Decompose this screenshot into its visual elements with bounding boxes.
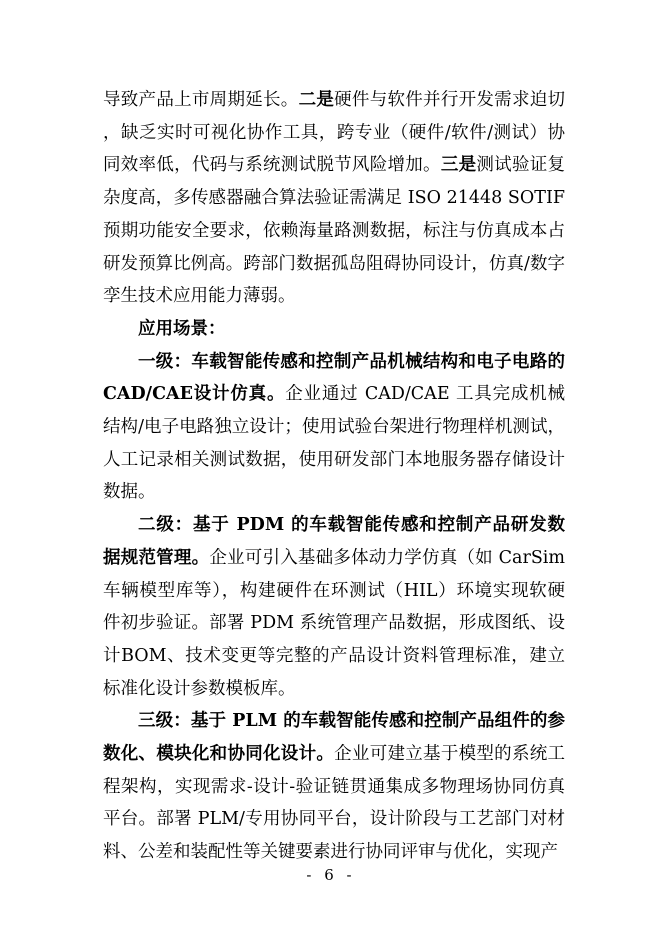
level-1-title: 一级：车载智能传感和控制产品机械结构和电子电路的CAD/CAE设计仿真。 (103, 351, 565, 405)
challenges-text-c: 测试验证复杂度高，多传感器融合算法验证需满足 ISO 21448 SOTIF 预期功能安全要求，依赖海量路测数据，标注与仿真成本占研发预算比例高。跨部门数据孤岛阻碍协同设计，仿真/数字孪生技术应用能力薄弱。 (103, 155, 566, 307)
page-number: - 6 - (306, 866, 356, 884)
second-point-marker: 二是 (298, 90, 335, 110)
section-heading (103, 313, 565, 346)
challenges-text-a: 导致产品上市周期延长。 (103, 90, 299, 110)
level-2-paragraph (103, 509, 565, 705)
challenges-text-b: 硬件与软件并行开发需求迫切，缺乏实时可视化协作工具，跨专业（硬件/软件/测试）协同效率低，代码与系统测试脱节风险增加。 (103, 90, 566, 176)
level-1-body: 企业通过 CAD/CAE 工具完成机械结构/电子电路独立设计；使用试验台架进行物理样机测试，人工记录相关测试数据，使用研发部门本地服务器存储设计数据。 (103, 384, 565, 503)
body-text (103, 84, 565, 869)
section-heading-text: 应用场景： (138, 318, 226, 339)
level-3-title: 三级：基于 PLM 的车载智能传感和控制产品组件的参数化、模块化和协同化设计。 (103, 711, 565, 765)
level-2-body: 企业可引入基础多体动力学仿真（如 CarSim 车辆模型库等），构建硬件在环测试（HIL）环境实现软硬件初步验证。部署 PDM 系统管理产品数据，形成图纸、设计BOM、技术变更等完整的产品设计资料管理标准，建立标准化设计参数模板库。 (103, 547, 565, 699)
level-1-paragraph (103, 346, 565, 510)
level-3-paragraph (103, 705, 565, 869)
paragraph-challenges (103, 84, 565, 313)
level-3-body: 企业可建立基于模型的系统工程架构，实现需求-设计-验证链贯通集成多物理场协同仿真平台。部署 PLM/专用协同平台，设计阶段与工艺部门对材料、公差和装配性等关键要素进行协同评审与优化，实现产 (103, 744, 565, 863)
level-2-title: 二级：基于 PDM 的车载智能传感和控制产品研发数据规范管理。 (103, 515, 565, 568)
third-point-marker: 三是 (440, 155, 477, 176)
